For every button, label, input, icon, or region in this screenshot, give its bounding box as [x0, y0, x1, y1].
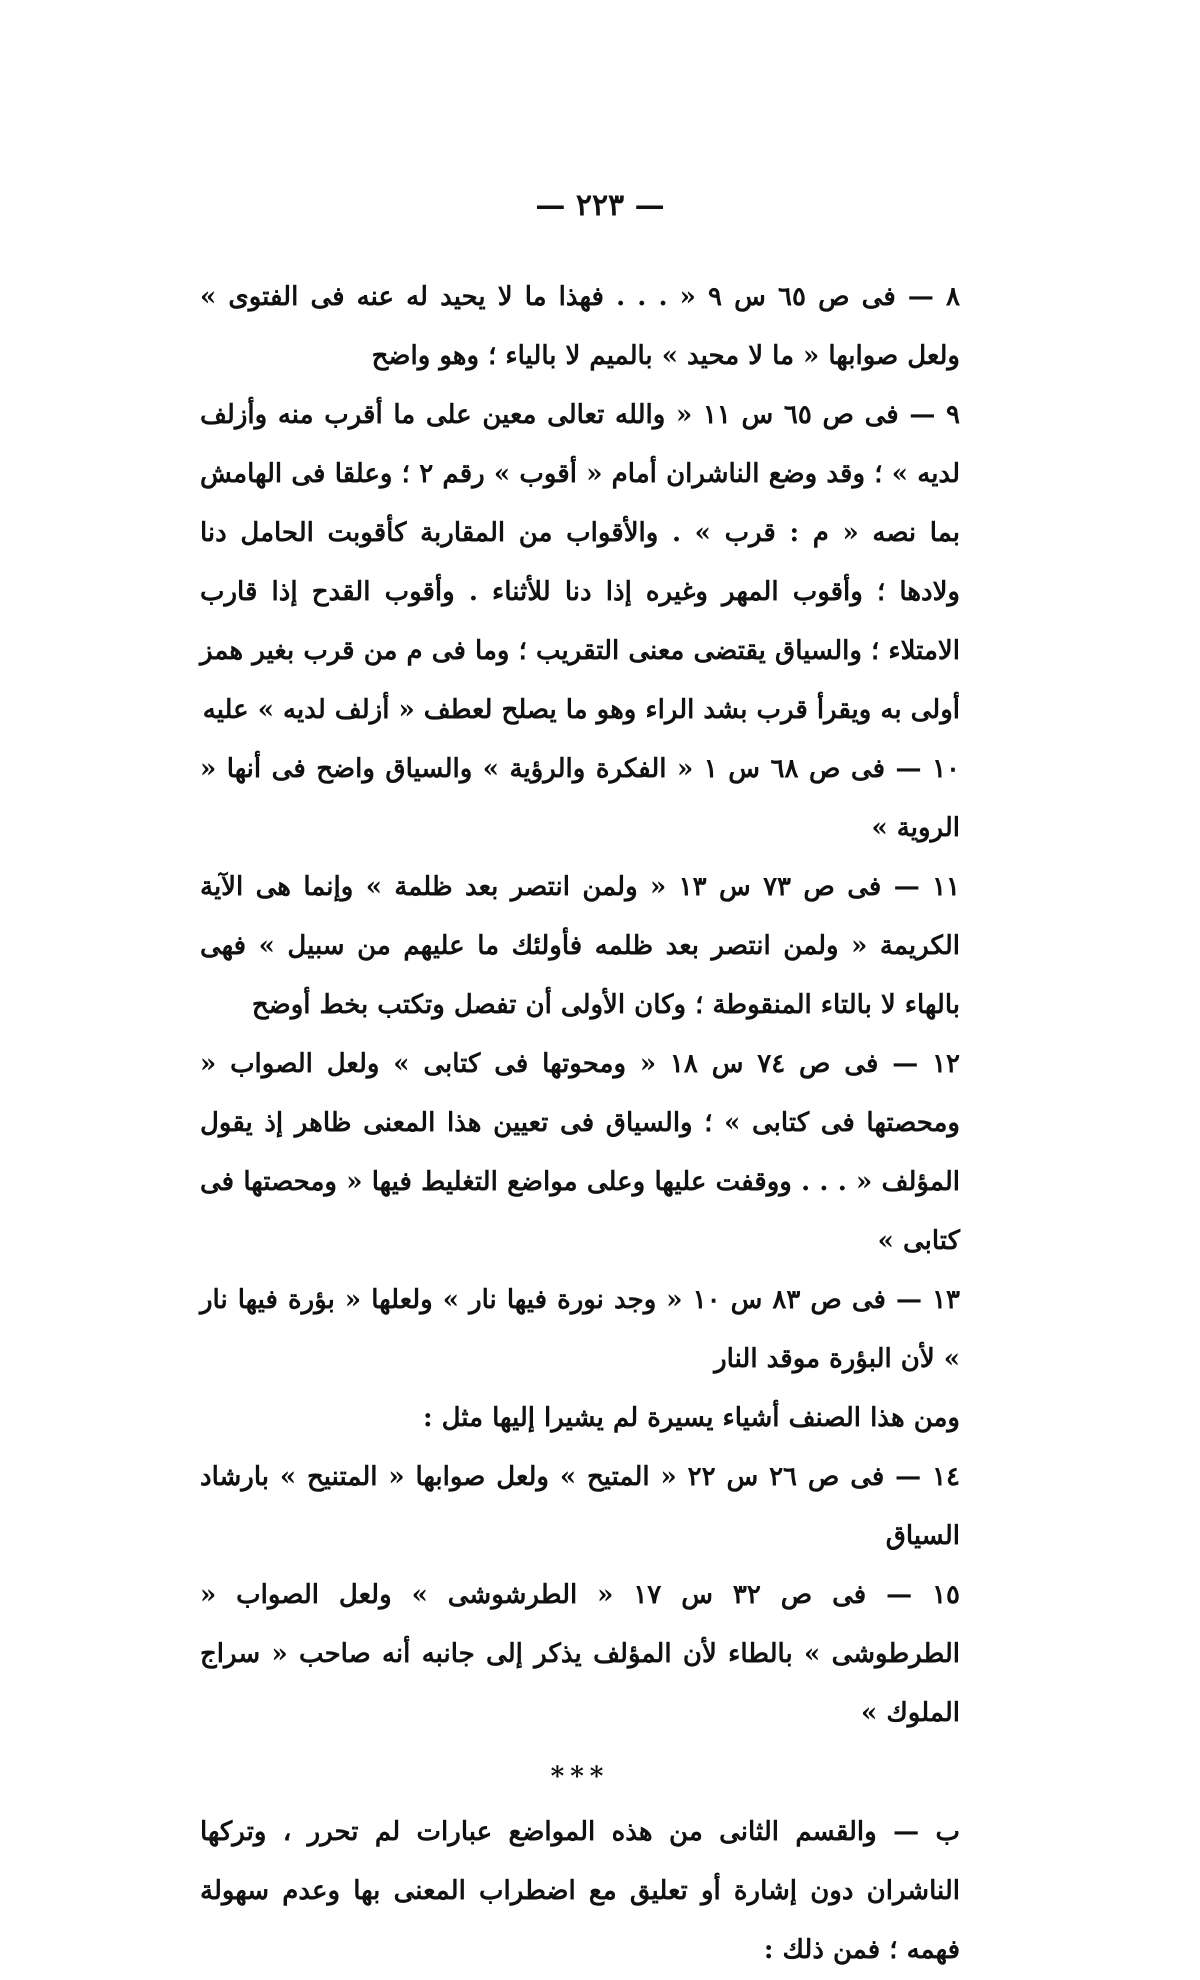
paragraph-intro-list: ومن هذا الصنف أشياء يسيرة لم يشيرا إليها مثل :	[422, 1403, 960, 1433]
paragraph-item-15: ١٥ — فى ص ٣٢ س ١٧ « الطرشوشى » ولعل الصواب « الطرطوشى » بالطاء لأن المؤلف يذكر إلى جانبه أنه صاحب « سراج الملوك »	[200, 1580, 960, 1728]
page-number: — ٢٢٣ —	[535, 188, 665, 223]
paragraph-section-b: ب — والقسم الثانى من هذه المواضع عبارات لم تحرر ، وتركها الناشران دون إشارة أو تعليق مع اضطراب المعنى بها وعدم سهولة فهمه ؛ فمن ذلك :	[200, 1817, 960, 1965]
paragraph-item-10: ١٠ — فى ص ٦٨ س ١ « الفكرة والرؤية » والسياق واضح فى أنها « الروية »	[200, 754, 960, 843]
paragraph-item-14: ١٤ — فى ص ٢٦ س ٢٢ « المتيح » ولعل صوابها « المتنيح » بارشاد السياق	[200, 1462, 960, 1551]
section-divider: ***	[550, 1762, 610, 1792]
paragraph-item-13: ١٣ — فى ص ٨٣ س ١٠ « وجد نورة فيها نار » ولعلها « بؤرة فيها نار » لأن البؤرة موقد النار	[200, 1285, 961, 1374]
paragraph-item-9: ٩ — فى ص ٦٥ س ١١ « والله تعالى معين على ما أقرب منه وأزلف لديه » ؛ وقد وضع الناشران أمام « أقوب » رقم ٢ ؛ وعلقا فى الهامش بما نصه « م : قرب » . والأقواب من المقاربة كأقوبت الحامل دنا ولادها ؛ وأقوب المهر وغيره إذا دنا للأثناء . وأقوب القدح إذا قارب الامتلاء ؛ والسياق يقتضى معنى التقريب ؛ وما فى م من قرب بغير همز أولى به ويقرأ قرب بشد الراء وهو ما يصلح لعطف « أزلف لديه » عليه	[200, 400, 961, 725]
paragraph-item-12: ١٢ — فى ص ٧٤ س ١٨ « ومحوتها فى كتابى » ولعل الصواب « ومحصتها فى كتابى » ؛ والسياق فى تعيين هذا المعنى ظاهر إذ يقول المؤلف « . . . ووقفت عليها وعلى مواضع التغليط فيها « ومحصتها فى كتابى »	[200, 1049, 960, 1256]
body-text	[200, 268, 960, 1980]
paragraph-item-11: ١١ — فى ص ٧٣ س ١٣ « ولمن انتصر بعد ظلمة » وإنما هى الآية الكريمة « ولمن انتصر بعد ظلمه فأولئك ما عليهم من سبيل » فهى بالهاء لا بالتاء المنقوطة ؛ وكان الأولى أن تفصل وتكتب بخط أوضح	[200, 872, 961, 1020]
paragraph-item-8: ٨ — فى ص ٦٥ س ٩ « . . . فهذا ما لا يحيد له عنه فى الفتوى » ولعل صوابها « ما لا محيد » بالميم لا بالياء ؛ وهو واضح	[200, 282, 961, 371]
